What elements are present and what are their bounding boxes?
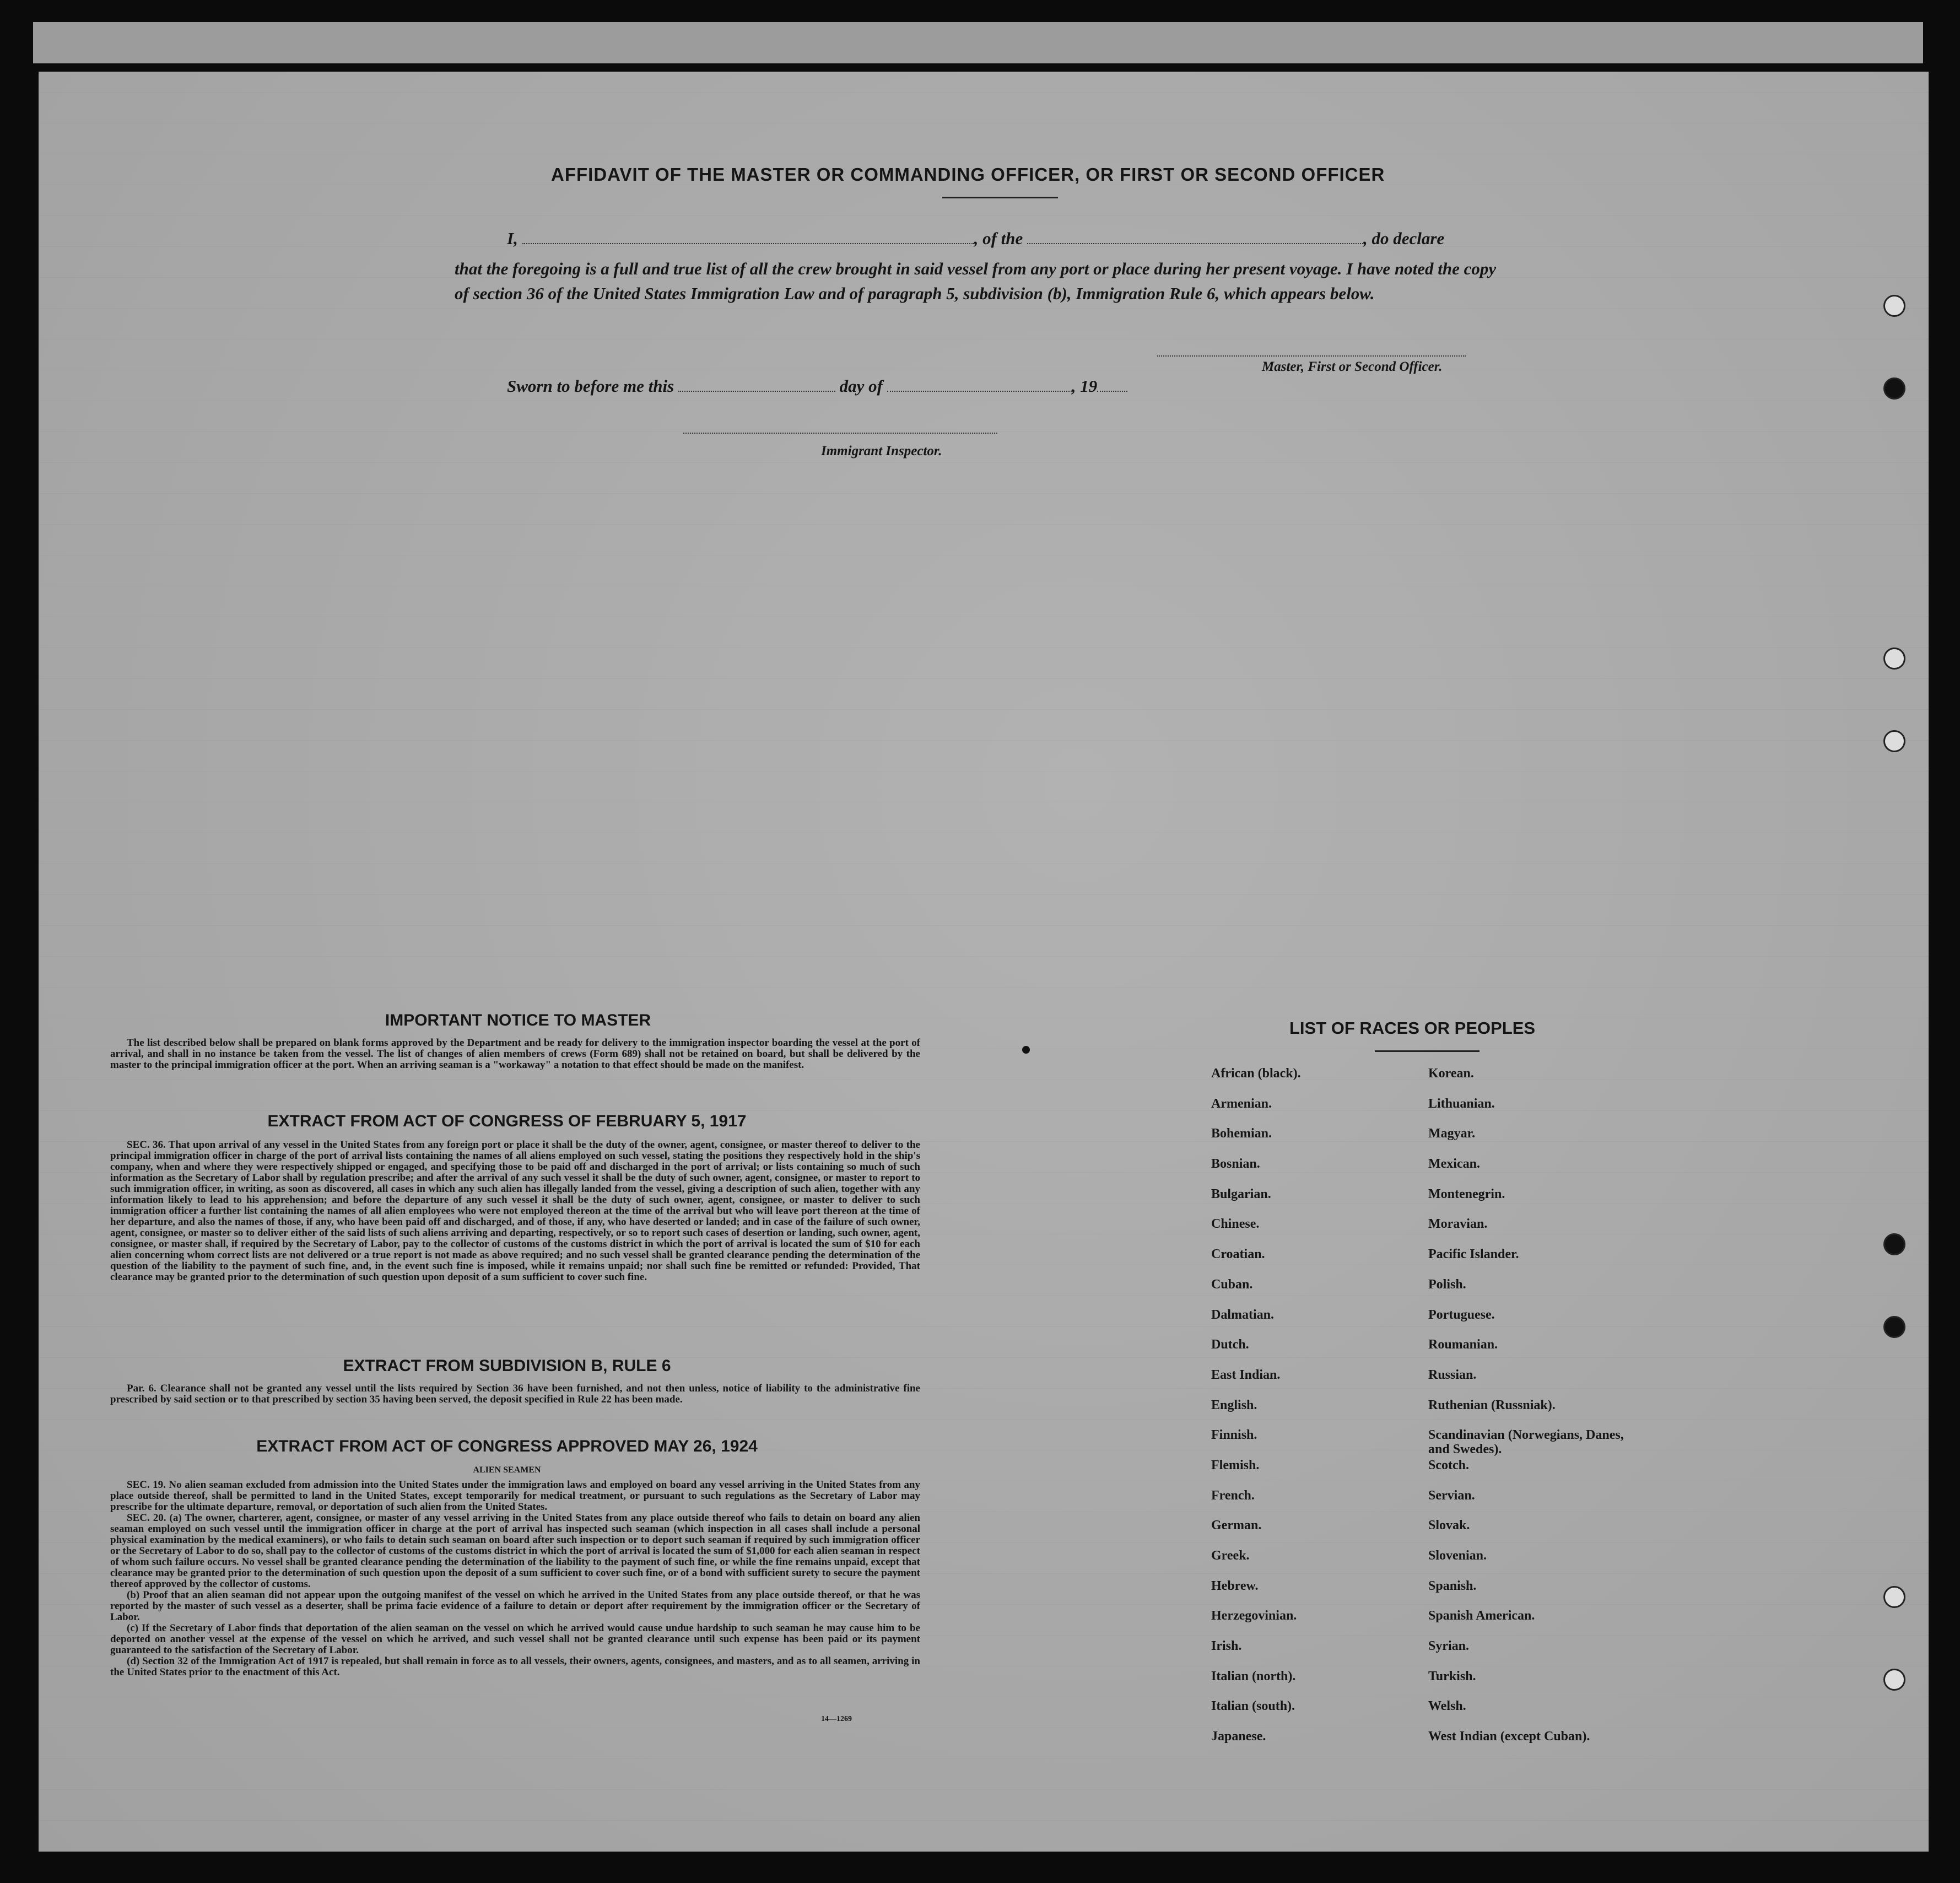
act-1917-sec-36: SEC. 36. That upon arrival of any vessel in the United States from any foreign port or place it shall be the duty of the owner, agent, consignee, or master thereof to deliver to the principal immigration officer in charge of the port of arrival lists containing the names of all aliens employed on such vessel, stating the positions they respectively hold in the ship's company, when and where they were respectively shipped or engaged, and specifying those to be paid off and discharged in the port of arrival; or lists containing so much of such information as the Secretary of Labor shall by regulation prescribe; and after the arrival of any such vessel it shall be the duty of such owner, agent, consignee, or master to report to such immigration officer, in writing, as soon as discovered, all cases in which any such alien has illegally landed from the vessel, giving a description of such alien, together with any information likely to lead to his apprehension; and before the departure of any such vessel it shall be the duty of such owner, agent, consignee, or master to deliver to such immigration officer a further list containing the names of all alien employees who were not employed thereon at the time of the arrival but who will leave port thereon at the time of her departure, and also the names of those, if any, who have been paid off and discharged, and of those, if any, who have deserted or landed; and in case of the failure of such owner, agent, consignee, or master so to deliver either of the said lists of such aliens arriving and departing, respectively, or so to report such cases of desertion or landing, such owner, agent, consignee, or master shall, if required by the Secretary of Labor, pay to the collector of customs of the customs district in which the port of arrival is located the sum of $10 for each alien concerning whom correct lists are not delivered or a true report is not made as above required; and no such vessel shall be granted clearance pending the determination of the question of the liability to the payment of such fine, and, in the event such fine is imposed, while it remains unpaid; nor shall such fine be remitted or refunded: Provided, That clearance may be granted prior to the determination of such question upon deposit of a sum sufficient to cover such fine. [110,1139,920,1283]
name-blank[interactable] [522,243,974,244]
race-item: Montenegrin. [1428,1186,1505,1201]
race-item: Lithuanian. [1428,1096,1495,1111]
race-item: Russian. [1428,1367,1477,1382]
race-item: Pacific Islander. [1428,1247,1519,1262]
punch-hole [1883,295,1905,317]
punch-hole [1883,730,1905,752]
sworn-prefix: Sworn to before me this [507,376,674,396]
races-title: LIST OF RACES OR PEOPLES [1289,1018,1536,1038]
vessel-blank[interactable] [1027,243,1363,244]
punch-hole [1883,648,1905,670]
notice-title: IMPORTANT NOTICE TO MASTER [385,1011,651,1029]
declaration-end: , do declare [1363,229,1445,248]
race-item: Bulgarian. [1211,1186,1271,1201]
sworn-date-blank[interactable] [678,391,835,392]
race-item: Scotch. [1428,1458,1469,1472]
race-item: Hebrew. [1211,1578,1259,1593]
race-item: Slovak. [1428,1518,1470,1533]
signature-line[interactable] [1157,355,1466,357]
act-1924-sec-19: SEC. 19. No alien seaman excluded from admission into the United States under the immigration laws and employed on board any vessel arriving in the United States from any place outside thereof, shall be permitted to land in the United States, except temporarily for medical treatment, or pursuant to such regulations as the Secretary of Labor may prescribe for the ultimate departure, removal, or deportation of such alien from the United States. [110,1479,920,1513]
inspector-signature-line[interactable] [683,433,997,434]
race-item: African (black). [1211,1066,1301,1081]
form-number: 14—1269 [821,1715,852,1723]
act-1924-title: EXTRACT FROM ACT OF CONGRESS APPROVED MAY 26, 1924 [256,1437,758,1455]
race-item: Polish. [1428,1277,1466,1292]
race-item: French. [1211,1488,1255,1503]
declaration-line [507,229,1510,249]
sworn-day-of: day of [839,376,883,396]
punch-hole [1883,1586,1905,1608]
race-item: Croatian. [1211,1247,1265,1262]
races-right-column [1428,1066,1632,1760]
race-item: Bosnian. [1211,1157,1260,1172]
race-item: Turkish. [1428,1669,1476,1684]
race-item: Italian (north). [1211,1669,1296,1684]
race-item: Flemish. [1211,1458,1260,1472]
act-1917-title: EXTRACT FROM ACT OF CONGRESS OF FEBRUARY 5, 1917 [267,1112,747,1130]
declaration-of-the: , of the [974,229,1023,248]
declaration-body: that the foregoing is a full and true list of all the crew brought in said vessel from any port or place during her present voyage. I have noted the copy of section 36 of the United States Immigration Law and of paragraph 5, subdivision (b), Immigration Rule 6, which appears below. [455,259,1497,303]
act-1924-text [110,1480,920,1678]
race-item: Dutch. [1211,1337,1249,1352]
race-item: Armenian. [1211,1096,1272,1111]
race-item: Moravian. [1428,1217,1488,1232]
race-item: Spanish American. [1428,1609,1535,1623]
act-1924-sec-20b: (b) Proof that an alien seaman did not appear upon the outgoing manifest of the vessel on which he arrived in the United States from any place outside thereof, or that he was reported by the master of such vessel as a deserter, shall be prima facie evidence of a failure to detain or deport after requirement by the immigration officer or the Secretary of Labor. [110,1589,920,1623]
sworn-year: , 19 [1071,376,1098,396]
race-item: Magyar. [1428,1126,1476,1141]
ink-dot [1022,1046,1030,1054]
race-item: Dalmatian. [1211,1307,1274,1322]
folded-sheet-edge [33,22,1923,63]
race-item: Scandinavian (Norwegians, Danes, and Swedes). [1428,1428,1624,1457]
act-1917-text [110,1140,920,1283]
signature-label: Master, First or Second Officer. [1262,359,1443,374]
race-item: Mexican. [1428,1157,1480,1172]
race-item: Italian (south). [1211,1699,1295,1714]
race-item: Greek. [1211,1549,1250,1563]
rule-6-text [110,1383,920,1405]
race-item: Finnish. [1211,1428,1257,1443]
race-item: Irish. [1211,1639,1242,1654]
race-item: Japanese. [1211,1729,1266,1744]
inspector-label: Immigrant Inspector. [821,444,942,458]
race-item: Ruthenian (Russniak). [1428,1398,1556,1412]
race-item: Cuban. [1211,1277,1253,1292]
title-rule [942,197,1058,198]
race-item: English. [1211,1398,1257,1412]
race-item: Portuguese. [1428,1307,1495,1322]
punch-hole [1883,377,1905,400]
race-item: East Indian. [1211,1367,1281,1382]
notice-text [110,1038,920,1071]
race-item: West Indian (except Cuban). [1428,1729,1590,1744]
affidavit-title: AFFIDAVIT OF THE MASTER OR COMMANDING OFFICER, OR FIRST OR SECOND OFFICER [551,164,1385,185]
act-1924-sec-20a: SEC. 20. (a) The owner, charterer, agent, consignee, or master of any vessel arriving in the United States from any place outside thereof who fails to detain on board any alien seaman employed on such vessel until the immigration officer in charge at the port of arrival has inspected such seaman (which inspection in all cases shall include a personal physical examination by the medical examiners), or who fails to detain such seaman on board after such inspection or to deport such seaman if required by such immigration officer or the Secretary of Labor to do so, shall pay to the collector of customs of the customs district in which the port of arrival is located the sum of $1,000 for each alien seaman in respect of whom such failure occurs. No vessel shall be granted clearance pending the determination of the liability to the payment of such fine, or while the fine remains unpaid, except that clearance may be granted prior to the determination of such question upon the deposit of a sum sufficient to cover such fine, or of a bond with sufficient surety to secure the payment thereof approved by the collector of customs. [110,1512,920,1590]
act-1924-sec-20d: (d) Section 32 of the Immigration Act of 1917 is repealed, but shall remain in force as to all vessels, their owners, agents, consignees, and masters, and as to all seamen, arriving in the United States prior to the enactment of this Act. [110,1655,920,1678]
act-1924-subtitle: ALIEN SEAMEN [473,1465,541,1475]
race-item: Bohemian. [1211,1126,1272,1141]
race-item: Servian. [1428,1488,1475,1503]
declaration-i: I, [507,229,518,248]
sworn-year-blank[interactable] [1097,391,1127,392]
sworn-month-blank[interactable] [887,391,1072,392]
punch-hole [1883,1669,1905,1691]
punch-hole [1883,1316,1905,1338]
race-item: Welsh. [1428,1699,1466,1714]
notice-paragraph: The list described below shall be prepared on blank forms approved by the Department and be ready for delivery to the immigration inspector boarding the vessel at the port of arrival, and shall in no instance be taken from the vessel. The list of changes of alien members of crews (Form 689) shall not be retained on board, but shall be delivered by the master to the principal immigration officer at the port. When an arriving seaman is a "workaway" a notation to that effect should be made on the manifest. [110,1037,920,1071]
race-item: Chinese. [1211,1217,1260,1232]
race-item: Korean. [1428,1066,1474,1081]
race-item: Spanish. [1428,1578,1477,1593]
race-item: Syrian. [1428,1639,1470,1654]
race-item: Roumanian. [1428,1337,1498,1352]
race-item: German. [1211,1518,1262,1533]
punch-hole [1883,1233,1905,1255]
rule-6-par-6: Par. 6. Clearance shall not be granted any vessel until the lists required by Section 36 have been furnished, and not then unless, notice of liability to the administrative fine prescribed by said section or to that prescribed by section 35 having been served, the deposit specified in Rule 22 has been made. [110,1383,920,1405]
rule-6-title: EXTRACT FROM SUBDIVISION B, RULE 6 [343,1357,671,1375]
races-title-rule [1375,1050,1480,1052]
act-1924-sec-20c: (c) If the Secretary of Labor finds that deportation of the alien seaman on the vessel on which he arrived would cause undue hardship to such seaman he may cause him to be deported on another vessel at the expense of the vessel on which he arrived, and such vessel shall not be granted clearance until such expense has been paid or its payment guaranteed to the satisfaction of the Secretary of Labor. [110,1622,920,1656]
races-left-column [1211,1066,1421,1760]
race-item: Slovenian. [1428,1549,1487,1563]
sworn-line [507,376,1127,396]
race-item: Herzegovinian. [1211,1609,1297,1623]
